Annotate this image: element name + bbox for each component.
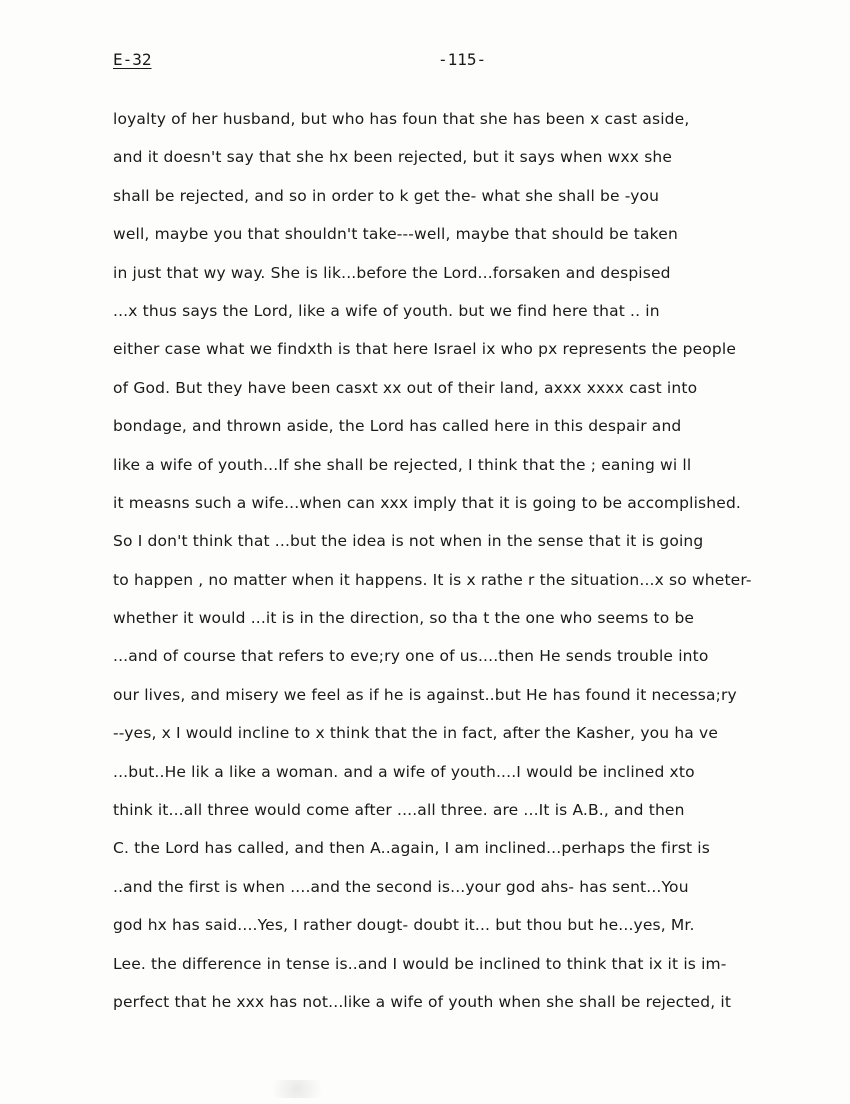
text-line: So I don't think that ...but the idea is not when in the sense that it is going [113, 532, 704, 551]
text-line: ..and the first is when ....and the second is...your god ahs- has sent...You [113, 877, 689, 896]
text-line: and it doesn't say that she hx been rejected, but it says when wxx she [113, 148, 673, 167]
text-line: ...but..He lik a like a woman. and a wife of youth....I would be inclined xto [113, 762, 695, 781]
text-line: --yes, x I would incline to x think that the in fact, after the Kasher, you ha ve [113, 724, 719, 743]
text-line: of God. But they have been casxt xx out of their land, axxx xxxx cast into [113, 378, 698, 397]
text-line: ...x thus says the Lord, like a wife of youth. but we find here that .. in [113, 301, 660, 320]
text-line: god hx has said....Yes, I rather dougt- doubt it... but thou but he...yes, Mr. [113, 916, 695, 935]
text-line: in just that wy way. She is lik...before the Lord...forsaken and despised [113, 263, 671, 282]
page-id: E-32 [113, 50, 152, 69]
text-line: Lee. the difference in tense is..and I would be inclined to think that ix it is im- [113, 954, 727, 973]
text-line: like a wife of youth...If she shall be rejected, I think that the ; eaning wi ll [113, 455, 692, 474]
text-line: shall be rejected, and so in order to k get the- what she shall be -you [113, 186, 660, 205]
body-text [113, 108, 813, 1029]
text-line: to happen , no matter when it happens. It is x rathe r the situation...x so wheter- [113, 570, 752, 589]
text-line: either case what we findxth is that here Israel ix who px represents the people [113, 340, 737, 359]
text-line: C. the Lord has called, and then A..again, I am inclined...perhaps the first is [113, 839, 710, 858]
text-line: ...and of course that refers to eve;ry one of us....then He sends trouble into [113, 647, 709, 666]
text-line: it measns such a wife...when can xxx imply that it is going to be accomplished. [113, 493, 742, 512]
text-line: our lives, and misery we feel as if he is against..but He has found it necessa;ry [113, 685, 737, 704]
text-line: whether it would ...it is in the direction, so tha t the one who seems to be [113, 609, 695, 628]
text-line: loyalty of her husband, but who has foun that she has been x cast aside, [113, 110, 690, 128]
text-line: perfect that he xxx has not...like a wife of youth when she shall be rejected, it [113, 992, 732, 1011]
text-line: well, maybe you that shouldn't take---well, maybe that should be taken [113, 225, 678, 244]
text-line: think it...all three would come after ....all three. are ...It is A.B., and then [113, 801, 685, 820]
scan-speck [262, 1080, 332, 1098]
page-number: -115- [438, 50, 487, 69]
text-line: bondage, and thrown aside, the Lord has called here in this despair and [113, 417, 682, 436]
